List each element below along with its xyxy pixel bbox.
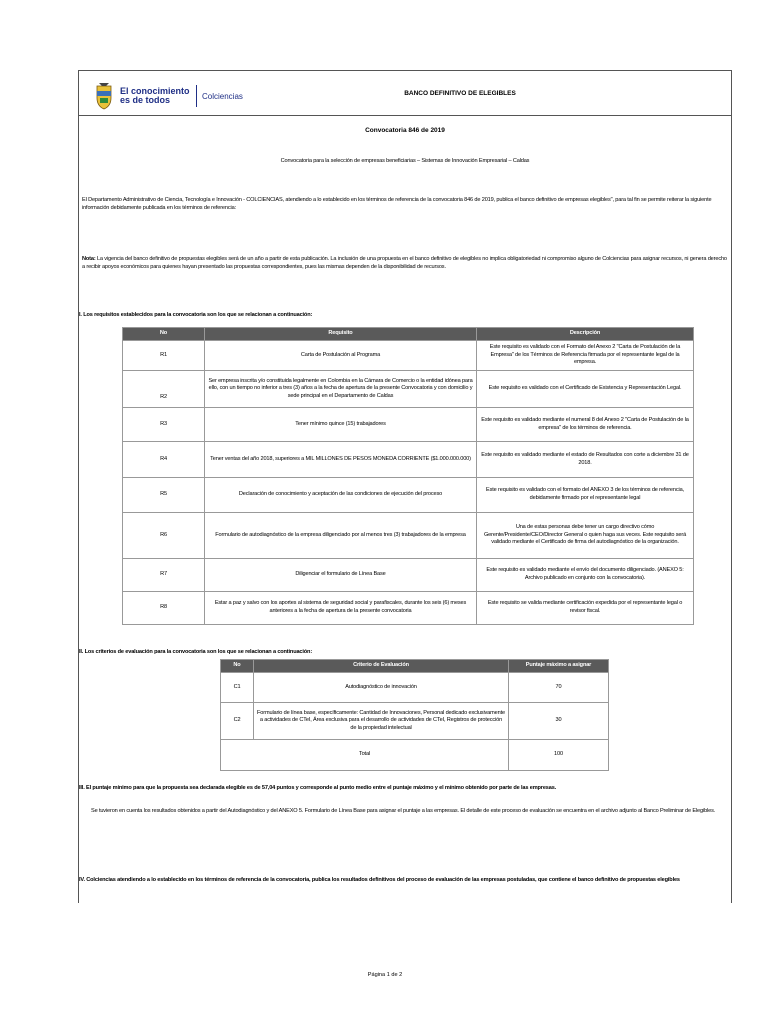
table-row xyxy=(123,371,694,408)
requirements-table xyxy=(122,327,694,625)
cell-total-label: Total xyxy=(221,740,509,771)
cell-no: R1 xyxy=(123,341,205,371)
convocatoria-title: Convocatoria 846 de 2019 xyxy=(365,127,445,134)
cell-no: R5 xyxy=(123,478,205,513)
cell-no: R6 xyxy=(123,513,205,559)
cell-no: C1 xyxy=(221,673,254,703)
cell-no: R3 xyxy=(123,408,205,442)
table-row xyxy=(221,703,609,740)
cell-descripcion: Este requisito es validado mediante el numeral 8 del Anexo 2 "Carta de Postulación de la empresa" de los términos de referencia. xyxy=(477,408,694,442)
table-row xyxy=(123,559,694,592)
cell-requisito: Estar a paz y salvo con los aportes al sistema de seguridad social y parafiscales, durante los seis (6) meses anteriores a la fecha de apertura de la presente convocatoria xyxy=(205,592,477,625)
cell-descripcion: Este requisito es validado con el Formato del Anexo 2 "Carta de Postulación de la Empresa" de los Términos de Referencia firmada por el representante legal de la empresa. xyxy=(477,341,694,371)
column-header: Puntaje máximo a asignar xyxy=(509,660,609,673)
cell-puntaje: 30 xyxy=(509,703,609,740)
table-row xyxy=(123,442,694,478)
table-row xyxy=(123,513,694,559)
cell-criterio: Autodiagnóstico de innovación xyxy=(254,673,509,703)
cell-no: R7 xyxy=(123,559,205,592)
table-header-row xyxy=(221,660,609,673)
note-label: Nota: xyxy=(82,256,96,262)
section-3-title: III. El puntaje mínimo para que la propuesta sea declarada elegible es de 57,04 puntos y corresponde al punto medio entre el puntaje máximo y el mínimo obtenido por parte de las empresas. xyxy=(79,785,557,791)
criteria-table xyxy=(220,659,609,771)
table-row xyxy=(123,592,694,625)
cell-puntaje: 70 xyxy=(509,673,609,703)
section-3-text: Se tuvieron en cuenta los resultados obtenidos a partir del Autodiagnóstico y del ANEXO 5. Formulario de Línea Base para asignar el puntaje a las empresas. El detalle de este proceso de evaluación se encuentra en el archivo adjunto al Banco Preliminar de Elegibles. xyxy=(91,808,716,814)
divider xyxy=(79,115,731,116)
cell-descripcion: Este requisito se valida mediante certificación expedida por el representante legal o revisor fiscal. xyxy=(477,592,694,625)
section-2-title: II. Los criterios de evaluación para la convocatoria son los que se relacionan a continuación: xyxy=(79,649,313,655)
column-header: Requisito xyxy=(205,328,477,341)
cell-requisito: Ser empresa inscrita y/o constituida legalmente en Colombia en la Cámara de Comercio o la entidad idónea para ello, con un tiempo no inferior a tres (3) años a la fecha de apertura de la presente Convocatoria y con domicilio y sede principal en el Departamento de Caldas xyxy=(205,371,477,408)
document-page xyxy=(78,70,732,903)
cell-requisito: Tener mínimo quince (15) trabajadores xyxy=(205,408,477,442)
cell-requisito: Tener ventas del año 2018, superiores a MIL MILLONES DE PESOS MONEDA CORRIENTE ($1.000.000.000) xyxy=(205,442,477,478)
cell-requisito: Declaración de conocimiento y aceptación de las condiciones de ejecución del proceso xyxy=(205,478,477,513)
cell-descripcion: Este requisito es validado mediante el envío del documento diligenciado. (ANEXO 5: Archivo publicado en conjunto con la convocatoria). xyxy=(477,559,694,592)
table-row xyxy=(123,408,694,442)
column-header: Descripción xyxy=(477,328,694,341)
logo-brand: Colciencias xyxy=(202,91,243,101)
logo-text: El conocimiento es de todos xyxy=(120,86,190,105)
cell-requisito: Diligenciar el formulario de Línea Base xyxy=(205,559,477,592)
table-row xyxy=(123,341,694,371)
cell-descripcion: Este requisito es validado mediante el estado de Resultados con corte a diciembre 31 de 2018. xyxy=(477,442,694,478)
cell-no: R4 xyxy=(123,442,205,478)
column-header: No xyxy=(221,660,254,673)
note-paragraph xyxy=(82,256,728,271)
coat-of-arms-icon xyxy=(94,82,114,110)
section-4-title: IV. Colciencias atendiendo a lo establecido en los términos de referencia de la convocatoria, publica los resultados definitivos del proceso de evaluación de las empresas postuladas, que contiene el banco definitivo de propuestas elegibles xyxy=(79,877,680,883)
cell-criterio: Formulario de línea base, específicamente: Cantidad de Innovaciones, Personal dedicado exclusivamente a actividades de CTeI, Área exclusiva para el desarrollo de actividades de CTeI, Registros de protección de la propiedad intelectual xyxy=(254,703,509,740)
cell-descripcion: Este requisito es validado con el formato del ANEXO 3 de los términos de referencia, debidamente firmado por el representante legal xyxy=(477,478,694,513)
note-text: La vigencia del banco definitivo de propuestas elegibles será de un año a partir de esta publicación. La inclusión de una propuesta en el banco definitivo de elegibles no implica obligatoriedad ni compromiso alguno de Colciencias para asignar recursos, ni genera derecho a recibir apoyos económicos para quienes hayan presentado las propuestas correspondientes, pues las mismas dependen de la disponibilidad de recursos. xyxy=(82,256,727,270)
cell-no: R8 xyxy=(123,592,205,625)
cell-no: C2 xyxy=(221,703,254,740)
section-1-title: I. Los requisitos establecidos para la convocatoria son los que se relacionan a continuación: xyxy=(79,312,313,318)
cell-descripcion: Este requisito es validado con el Certificado de Existencia y Representación Legal. xyxy=(477,371,694,408)
column-header: No xyxy=(123,328,205,341)
convocatoria-subtitle: Convocatoria para la selección de empresas beneficiarias – Sistemas de Innovación Empresarial – Caldas xyxy=(280,158,530,164)
page-title: BANCO DEFINITIVO DE ELEGIBLES xyxy=(404,90,516,97)
cell-requisito: Carta de Postulación al Programa xyxy=(205,341,477,371)
cell-requisito: Formulario de autodiagnóstico de la empresa diligenciado por al menos tres (3) trabajadores de la empresa xyxy=(205,513,477,559)
table-row xyxy=(123,478,694,513)
table-header-row xyxy=(123,328,694,341)
table-row xyxy=(221,673,609,703)
page-footer: Página 1 de 2 xyxy=(367,972,403,978)
intro-paragraph: El Departamento Administrativo de Ciencia, Tecnología e Innovación - COLCIENCIAS, atendiendo a lo establecido en los términos de referencia de la convocatoria 846 de 2019, publica el banco definitivo de empresas elegibles", para tal fin se permite reiterar la siguiente información debidamente publicada en los términos de referencia: xyxy=(82,197,712,211)
table-row-total xyxy=(221,740,609,771)
column-header: Criterio de Evaluación xyxy=(254,660,509,673)
cell-total-value: 100 xyxy=(509,740,609,771)
cell-descripcion: Una de estas personas debe tener un cargo directivo cómo Gerente/Presidente/CEO/Director General o quien haga sus veces. Este requisito será validado mediante el Certificado de firma del autodiagnóstico de la organización. xyxy=(477,513,694,559)
cell-no: R2 xyxy=(123,371,205,408)
